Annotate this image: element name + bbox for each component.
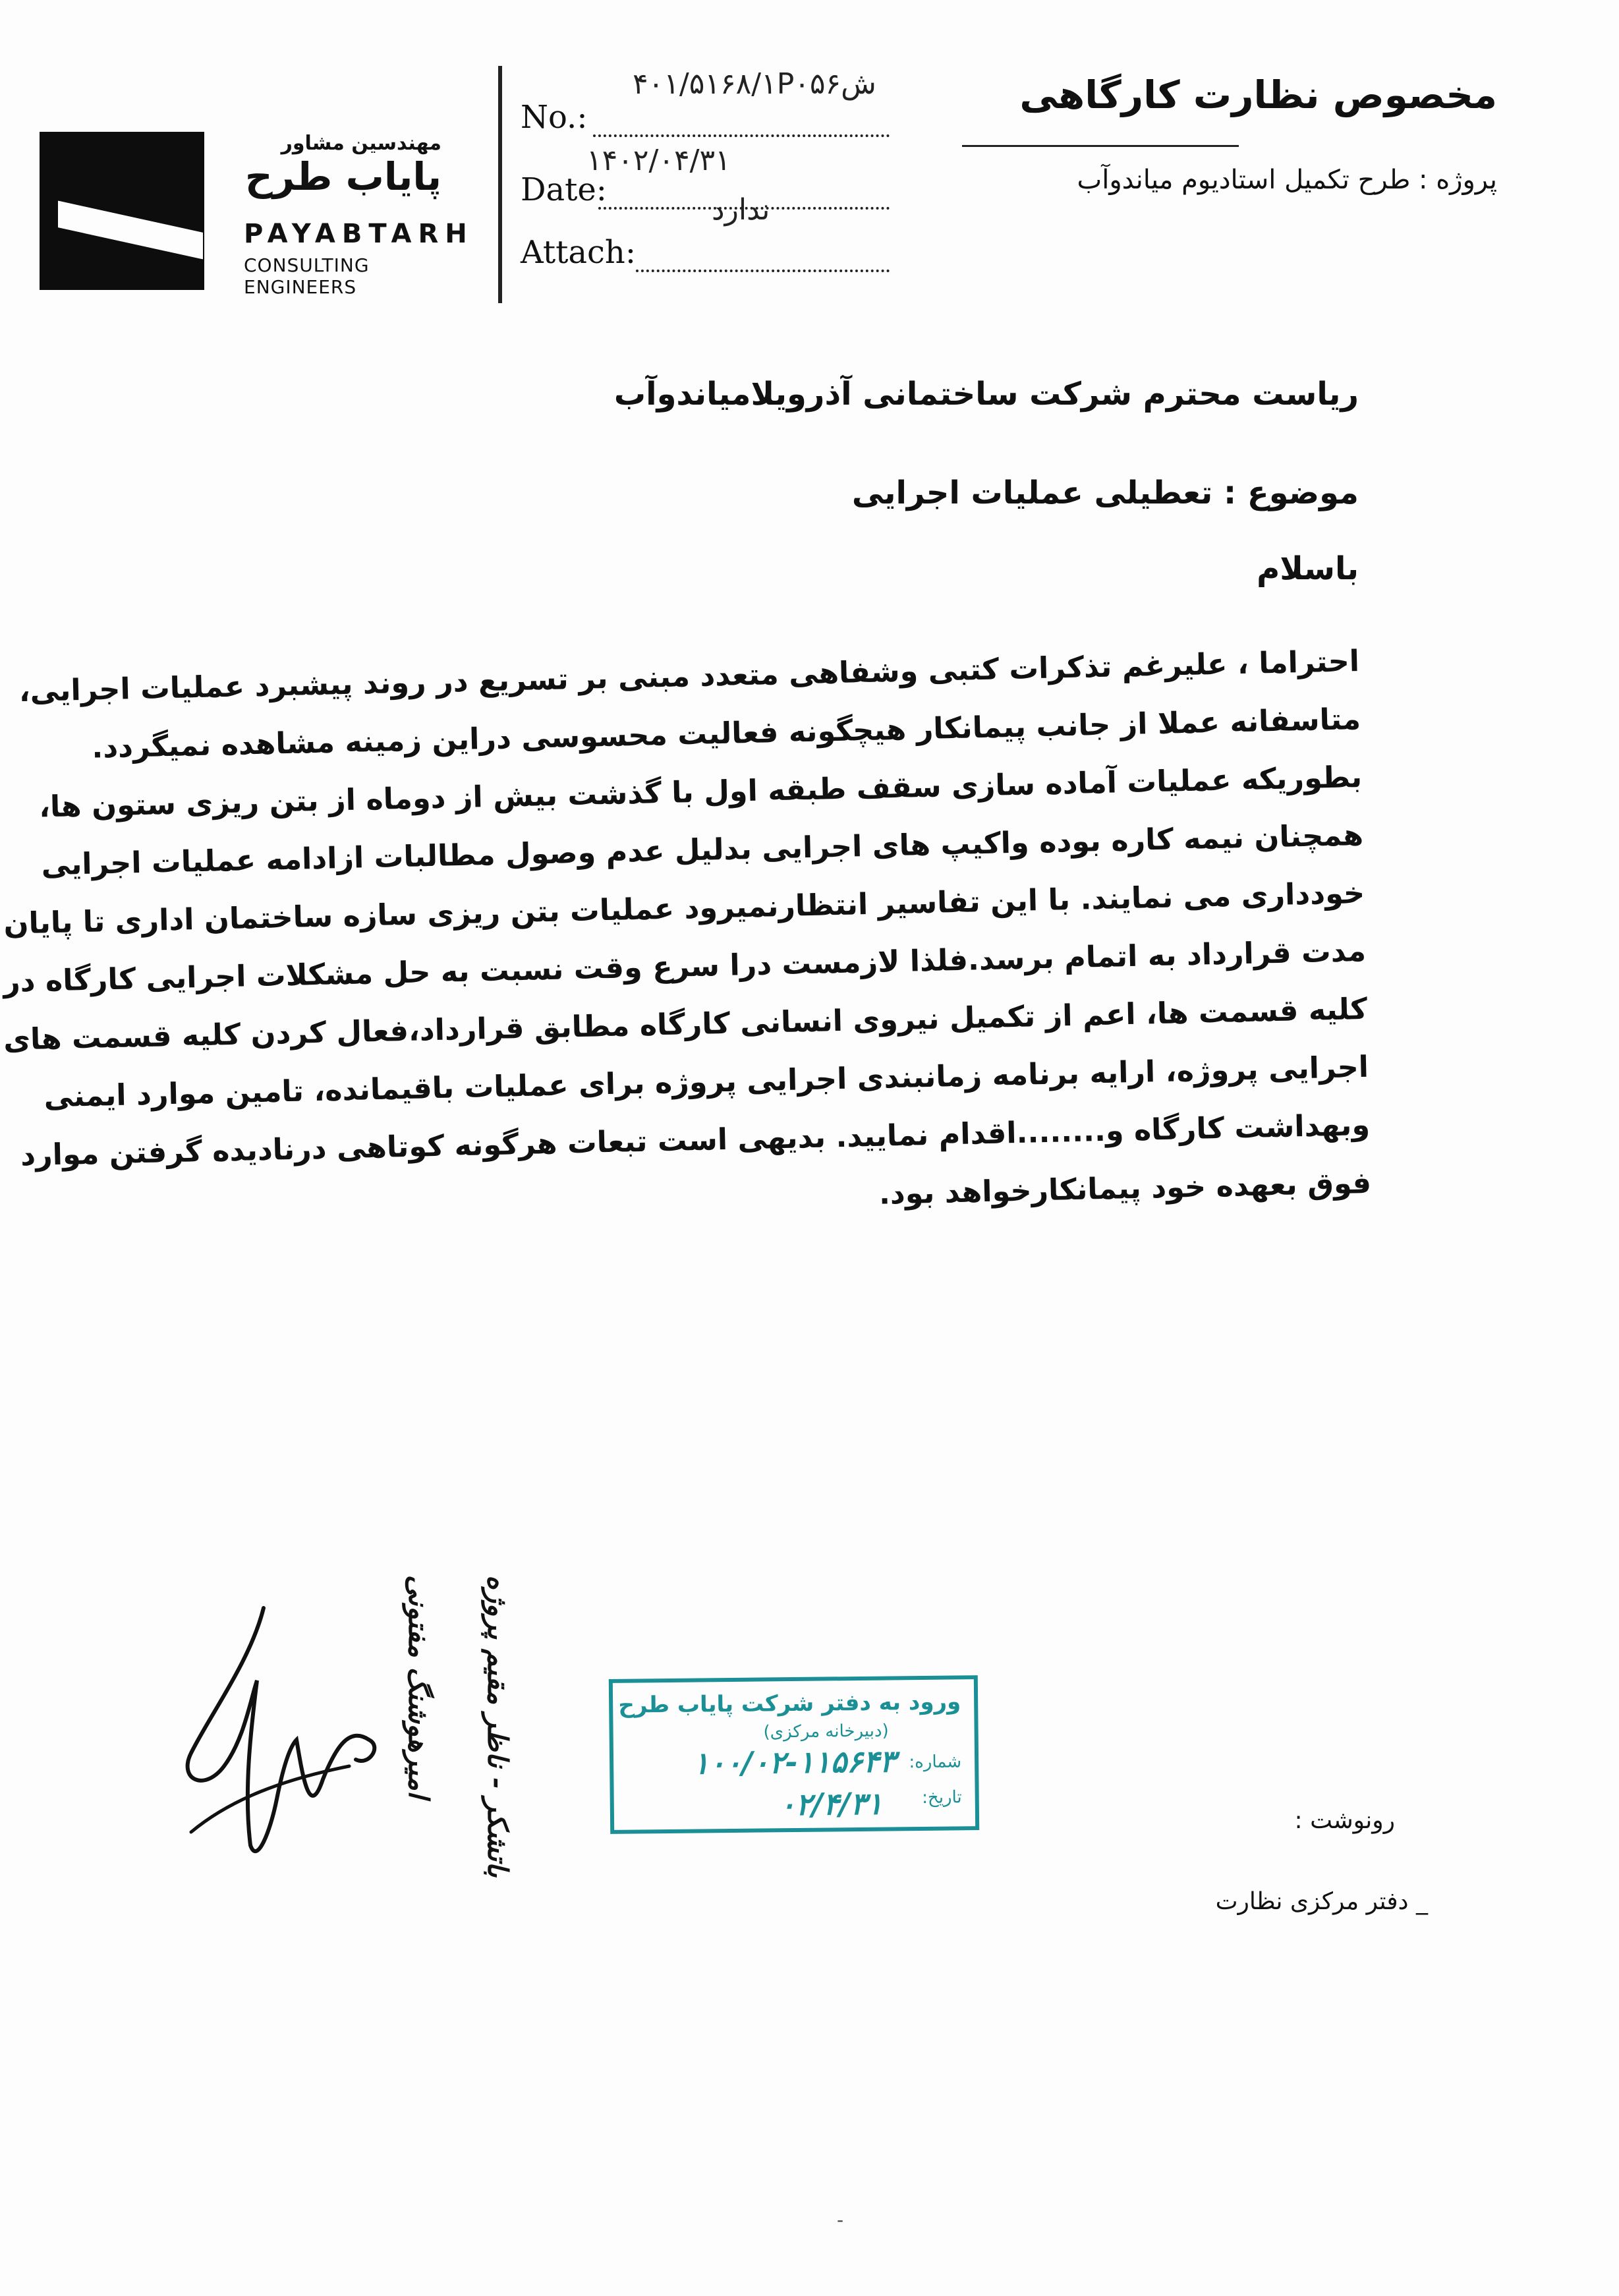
signature-text (403, 1575, 514, 1878)
stamp-date-label: تاریخ: (922, 1787, 962, 1808)
logo-subtitle-fa: مهندسین مشاور (281, 132, 441, 155)
page-mark: - (837, 2209, 844, 2231)
body-line: کلیه قسمت ها، اعم از تکمیل نیروی انسانی کارگاه مطابق قرارداد،فعال کردن کلیه قسمت های (3, 992, 1368, 1057)
body-line: اجرایی پروژه، ارایه برنامه زمانبندی اجرایی پروژه برای عملیات باقیمانده، تامین موارد ایمنی (43, 1050, 1369, 1114)
number-field (521, 67, 890, 140)
stamp-number-value: ۱۰۰/۰۲-۱۱۵۶۴۳ (693, 1743, 896, 1781)
letter-body (3, 633, 1372, 1240)
body-line: همچنان نیمه کاره بوده واکیپ های اجرایی بدلیل عدم وصول مطالبات ازادامه عملیات اجرایی (41, 818, 1364, 882)
signature-title: باتشکر - ناظر مقیم پروژه (482, 1575, 514, 1878)
stamp-date-value: ۰۲/۴/۳۱ (779, 1785, 884, 1823)
header-underline (962, 145, 1239, 147)
logo-mark-icon (40, 132, 204, 290)
stamp-subtitle: (دبیرخانه مرکزی) (763, 1721, 889, 1742)
date-value: ۱۴۰۲/۰۴/۳۱ (586, 144, 731, 177)
date-field (521, 144, 890, 212)
attach-label: Attach: (521, 234, 636, 271)
signature-name: امیرهوشنگ مفتونی (403, 1575, 435, 1798)
stamp-number-label: شماره: (909, 1752, 962, 1773)
header-title: مخصوص نظارت کارگاهی (1019, 72, 1497, 117)
header-divider (498, 66, 502, 303)
stamp-title: ورود به دفتر شرکت پایاب طرح (618, 1688, 961, 1719)
body-line: متاسفانه عملا از جانب پیمانکار هیچگونه فعالیت محسوسی دراین زمینه مشاهده نمیگردد. (91, 702, 1361, 765)
subject-line: موضوع : تعطیلی عملیات اجرایی (851, 474, 1359, 511)
salutation: ریاست محترم شرکت ساختمانی آذرویلامیاندوآب (613, 376, 1359, 413)
body-line: وبهداشت کارگاه و........اقدام نمایید. بدیهی است تبعات هرگونه کوتاهی درنادیده گرفتن موارد (20, 1108, 1371, 1173)
body-line: مدت قرارداد به اتمام برسد.فلذا لازمست درا سرع وقت نسبت به حل مشکلات اجرایی کارگاه در (3, 934, 1367, 999)
attach-field (521, 193, 890, 275)
body-line: خودداری می نمایند. با این تفاسیر انتظارنمیرود عملیات بتن ریزی سازه ساختمان اداری تا پایان (3, 876, 1365, 941)
logo-name-en: PAYABTARH (244, 219, 474, 249)
project-label: پروژه : طرح تکمیل استادیوم میاندوآب (1077, 165, 1497, 195)
body-line: فوق بعهده خود پیمانکارخواهد بود. (878, 1166, 1372, 1211)
date-label: Date: (521, 171, 607, 208)
company-logo (40, 125, 474, 298)
handwritten-signature-icon (152, 1582, 441, 1885)
number-label: No.: (521, 99, 588, 136)
copy-label: رونوشت : (1294, 1807, 1395, 1834)
body-line: احتراما ، علیرغم تذکرات کتبی وشفاهی متعدد مبنی بر تسریع در روند پیشبرد عملیات اجرایی، (18, 644, 1360, 709)
copy-item: _ دفتر مرکزی نظارت (1215, 1888, 1428, 1915)
attach-value: ندارد (712, 193, 770, 227)
received-stamp (609, 1675, 979, 1834)
logo-subtitle-en: CONSULTING ENGINEERS (244, 254, 370, 298)
number-value: ۴۰۱/۵۱۶۸/۱P۰۵۶ش (633, 67, 876, 101)
body-line: بطوریکه عملیات آماده سازی سقف طبقه اول با گذشت بیش از دوماه از بتن ریزی ستون ها، (38, 760, 1363, 824)
greeting: باسلام (1257, 550, 1359, 587)
logo-name-fa: پایاب طرح (244, 154, 441, 199)
